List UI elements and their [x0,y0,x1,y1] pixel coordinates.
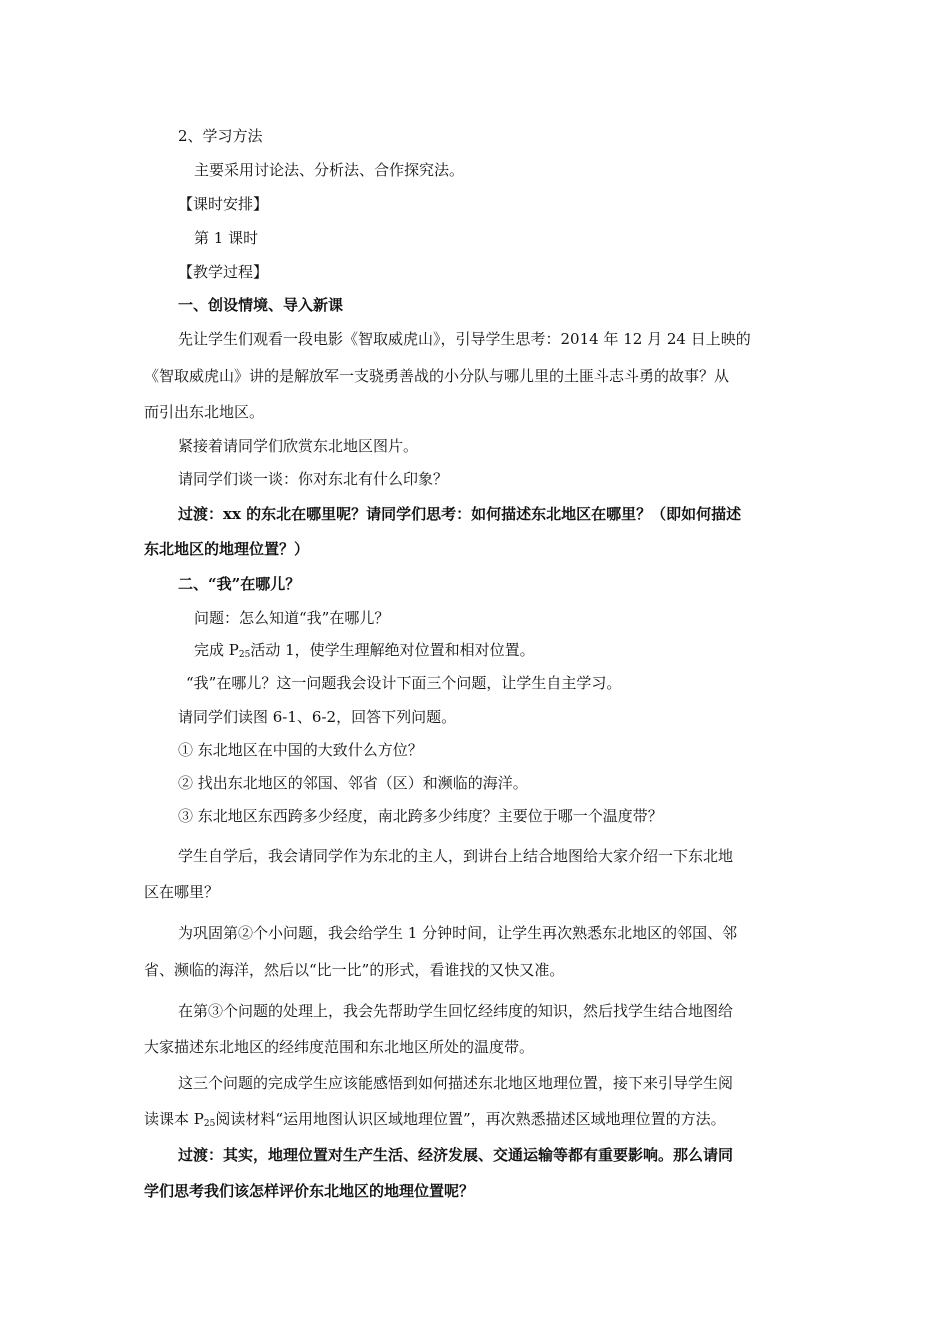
text-run: 读课本 P [144,1110,204,1128]
paragraph: 先让学生们观看一段电影《智取威虎山》，引导学生思考：2014 年 12 月 24 日上映的 [178,330,751,348]
paragraph: 这三个问题的完成学生应该能感悟到如何描述东北地区地理位置，接下来引导学生阅 [178,1074,734,1092]
paragraph: 学生自学后，我会请同学作为东北的主人，到讲台上结合地图给大家介绍一下东北地 [178,847,734,865]
paragraph: 主要采用讨论法、分析法、合作探究法。 [194,161,465,179]
heading-learning-method: 2、学习方法 [178,127,263,145]
paragraph: 省、濒临的海洋，然后以“比一比”的形式，看谁找的又快又准。 [144,961,565,979]
heading-intro: 一、创设情境、导入新课 [178,296,344,314]
paragraph: 《智取威虎山》讲的是解放军一支骁勇善战的小分队与哪儿里的土匪斗志斗勇的故事？从 [144,367,730,385]
paragraph: 紧接着请同学们欣赏东北地区图片。 [178,437,419,455]
paragraph [194,640,535,665]
paragraph: 问题：怎么知道“我”在哪儿？ [194,609,390,627]
paragraph: 请同学们读图 6-1、6-2，回答下列问题。 [178,708,457,726]
question-item: ③ 东北地区东西跨多少经度，南北跨多少纬度？主要位于哪一个温度带？ [178,807,663,825]
subscript-page: 25 [203,1119,216,1129]
text-run: 完成 P [194,641,239,659]
question-item: ① 东北地区在中国的大致什么方位？ [178,741,423,759]
transition-text: 东北地区的地理位置？） [144,540,310,558]
paragraph: 请同学们谈一谈：你对东北有什么印象？ [178,470,449,488]
heading-where-am-i: 二、“我”在哪儿？ [178,575,301,593]
text-run: 阅读材料“运用地图认识区域地理位置”，再次熟悉描述区域地理位置的方法。 [215,1110,726,1128]
paragraph: 在第③个问题的处理上，我会先帮助学生回忆经纬度的知识，然后找学生结合地图给 [178,1002,734,1020]
paragraph: 为巩固第②个小问题，我会给学生 1 分钟时间，让学生再次熟悉东北地区的邻国、邻 [178,924,738,942]
subscript-page: 25 [238,650,251,660]
transition-text: 过渡：其实，地理位置对生产生活、经济发展、交通运输等都有重要影响。那么请同 [178,1146,734,1164]
paragraph: 大家描述东北地区的经纬度范围和东北地区所处的温度带。 [144,1038,535,1056]
transition-text: 学们思考我们该怎样评价东北地区的地理位置呢？ [144,1182,475,1200]
paragraph [144,1109,726,1134]
section-heading-process: 【教学过程】 [178,263,269,281]
paragraph: “我”在哪儿？这一问题我会设计下面三个问题，让学生自主学习。 [186,674,622,692]
paragraph: 而引出东北地区。 [144,403,265,421]
question-item: ② 找出东北地区的邻国、邻省（区）和濒临的海洋。 [178,774,528,792]
paragraph: 区在哪里？ [144,883,220,901]
paragraph: 第 1 课时 [194,229,259,247]
section-heading-schedule: 【课时安排】 [178,195,269,213]
transition-text: 过渡：xx 的东北在哪里呢？请同学们思考：如何描述东北地区在哪里？（即如何描述 [178,505,742,523]
text-run: 活动 1，使学生理解绝对位置和相对位置。 [250,641,535,659]
